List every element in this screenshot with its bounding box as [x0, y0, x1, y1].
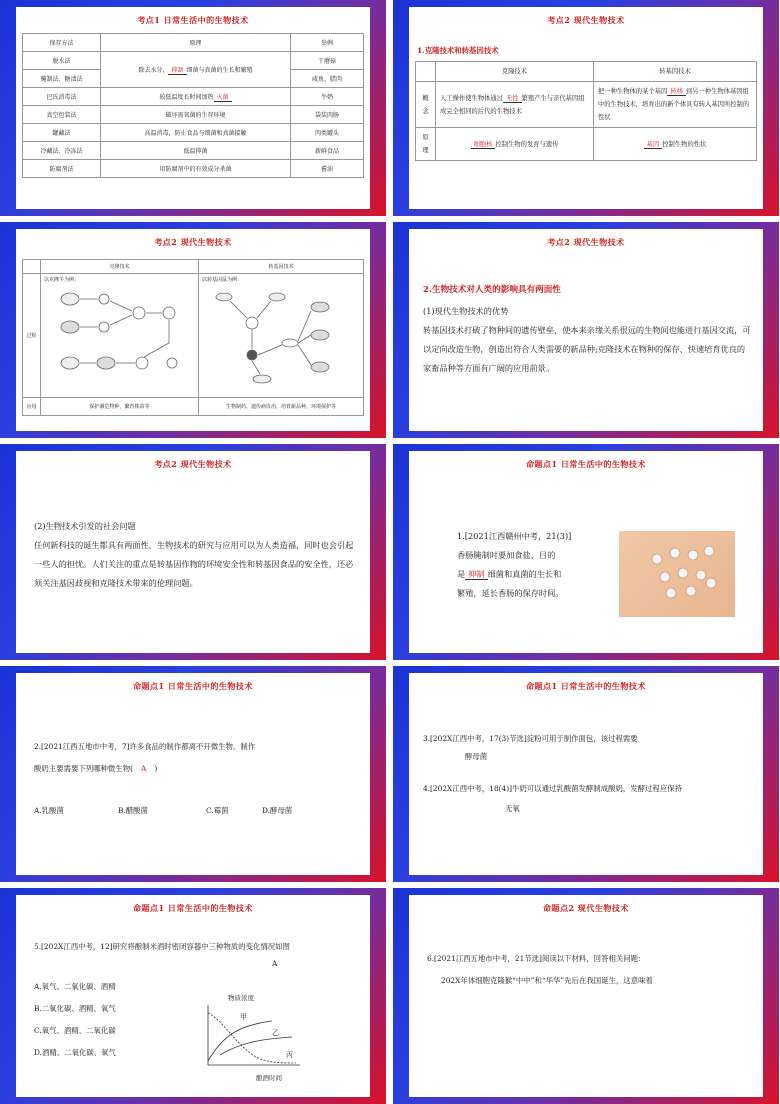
answer-text: 酵母菌: [465, 752, 488, 761]
answer-blank: 无性: [503, 95, 522, 103]
text-segment: 控制生物的性状: [662, 140, 707, 148]
slide-8[interactable]: [393, 666, 779, 882]
table-cell-principle: [101, 52, 291, 88]
slide-3-content: [16, 229, 370, 431]
text-segment: 把一种生物体的某个基因: [598, 88, 668, 95]
answer-blank: 抑制: [465, 569, 487, 580]
option-a[interactable]: A.氧气、二氧化碳、酒精: [34, 982, 116, 991]
slide-9[interactable]: [0, 888, 386, 1104]
option-b[interactable]: B.醋酸菌: [118, 806, 148, 815]
text-segment: 酸奶主要需要下列哪种微生物(: [34, 764, 133, 773]
table-cell: 牛奶: [291, 88, 364, 106]
table-header: 克隆技术: [436, 62, 594, 82]
clone-gm-table: [415, 61, 757, 161]
text-segment: 较低温度长时间加热: [159, 94, 214, 101]
table-corner: [23, 260, 41, 274]
question-3: 3.[202X江西中考，17(3)节选]淀粉可用于制作面包，该过程需要: [423, 734, 638, 743]
section-subheading: (2)生物技术引发的社会问题: [34, 521, 136, 531]
slide-2[interactable]: [393, 0, 779, 216]
table-cell: 肉类罐头: [291, 124, 364, 142]
slide-title: 考点2 现代生物技术: [154, 459, 232, 469]
text-segment: 细菌和真菌的生长和: [487, 569, 562, 579]
slide-title: 考点2 现代生物技术: [547, 237, 625, 247]
table-row: [23, 274, 364, 398]
gm-process-cell: [199, 274, 364, 398]
question-1: [457, 527, 607, 603]
answer-blank: A: [140, 764, 147, 773]
slide-title: 命题点1 日常生活中的生物技术: [526, 681, 646, 691]
table-cell: 咸鱼、腊肉: [291, 70, 364, 88]
slide-10[interactable]: [393, 888, 779, 1104]
x-axis-label: 酿酒时间: [256, 1074, 282, 1082]
example-label: 以克隆羊为例：: [44, 277, 80, 283]
table-row: [23, 124, 364, 142]
slide-1[interactable]: [0, 0, 386, 216]
table-cell: 袋装肉肠: [291, 106, 364, 124]
table-cell: 干蘑菇: [291, 52, 364, 70]
text-segment: 控制生物的发育与遗传: [495, 140, 559, 148]
option-a[interactable]: A.乳酸菌: [34, 806, 64, 815]
gm-mouse-diagram: [202, 283, 352, 391]
table-cell: 脱水法: [23, 52, 101, 70]
table-row: [416, 128, 757, 161]
section-subheading: (1)现代生物技术的优势: [423, 306, 509, 316]
option-d[interactable]: D.酵母菌: [262, 806, 293, 815]
table-cell: 用防腐剂中的有效成分杀菌: [101, 160, 291, 178]
table-cell: [594, 128, 757, 161]
question-5: 5.[202X江西中考，12]研究将酿制米酒时密闭容器中三种物质的变化情况如图: [34, 942, 290, 951]
question-6: 6.[2021江西五地市中考，21节选]阅读以下材料，回答相关问题：: [427, 954, 646, 963]
slide-4[interactable]: [393, 222, 779, 438]
table-cell-principle: [101, 88, 291, 106]
curve-yi: [220, 1037, 292, 1055]
label-bing: 丙: [286, 1051, 293, 1059]
option-b[interactable]: B.二氧化碳、酒精、氧气: [34, 1004, 116, 1013]
table-header: 转基因技术: [199, 260, 364, 274]
body-text: 任何新科技的诞生都具有两面性，生物技术的研究与应用可以为人类造福，同时也会引起一些人的担忧。人们关注的重点是转基因作物的环境安全性和转基因食品的安全性，还必须关注基因歧视和克隆技术带来的伦理问题。: [34, 540, 354, 588]
table-cell: 巴氏消毒法: [23, 88, 101, 106]
row-label: 原理: [416, 128, 436, 161]
question-line: 繁殖，延长香肠的保存时间。: [457, 588, 564, 598]
answer-blank: 转移: [667, 88, 686, 96]
answer-text: 无氧: [505, 804, 520, 813]
table-corner: [416, 62, 436, 82]
table-cell: 罐藏法: [23, 124, 101, 142]
table-header-row: [416, 62, 757, 82]
bacteria-illustration: [619, 531, 735, 617]
slide-title: 命题点2 现代生物技术: [543, 903, 629, 913]
table-cell: 冷藏法、冷冻法: [23, 142, 101, 160]
slide-3[interactable]: [0, 222, 386, 438]
table-cell: [594, 82, 757, 128]
table-row: [23, 398, 364, 416]
slide-2-content: [409, 7, 763, 209]
answer-blank: 细胞核: [471, 141, 496, 149]
clone-sheep-diagram: [44, 283, 194, 391]
text-segment: 细菌与真菌的生长和繁殖: [186, 67, 253, 74]
slide-title: 命题点1 日常生活中的生物技术: [133, 903, 253, 913]
slide-5[interactable]: [0, 444, 386, 660]
answer-blank: 基因: [644, 141, 663, 149]
slide-7-content: [16, 673, 370, 875]
table-cell: 腌制法、糖渍法: [23, 70, 101, 88]
answer-text: A: [272, 959, 278, 968]
preservation-table: [22, 33, 364, 178]
table-cell: [436, 128, 594, 161]
row-label: 概念: [416, 82, 436, 128]
option-c[interactable]: C.霉菌: [206, 806, 229, 815]
concentration-graph: [200, 993, 310, 1085]
section-heading: 2.生物技术对人类的影响具有两面性: [423, 285, 561, 295]
body-text: 转基因技术打破了物种间的遗传壁垒，使本来亲缘关系很远的生物间也能进行基因交流，可以定向改造生物，创造出符合人类需要的新品种;克隆技术在物种的保存、快速培育优良的家畜品种等方面有广阔的应用前景。: [423, 325, 751, 373]
slide-title: 命题点1 日常生活中的生物技术: [526, 459, 646, 469]
slide-1-content: [16, 7, 370, 209]
label-yi: 乙: [272, 1029, 279, 1037]
table-header: 原理: [101, 34, 291, 52]
text-segment: 繁殖产生与亲代基因组成完全相同的后代的生物技术: [440, 94, 585, 115]
label-jia: 甲: [240, 1013, 247, 1021]
row-label: 过程: [23, 274, 41, 398]
slide-7[interactable]: [0, 666, 386, 882]
question-line: 202X年体细胞克隆猴“中中”和“华华”先后在我国诞生，这意味着: [441, 976, 653, 985]
table-cell: 保护濒危物种，繁育株苗等: [41, 398, 199, 416]
section-subtitle: 1.克隆技术和转基因技术: [417, 46, 499, 55]
text-segment: ): [154, 764, 158, 773]
text-segment: 除去水分，: [138, 67, 169, 74]
slide-title: 考点1 日常生活中的生物技术: [137, 15, 249, 25]
answer-blank: 抑制: [168, 67, 186, 75]
table-cell: 破坏需氧菌的生存环境: [101, 106, 291, 124]
row-label: 应用: [23, 398, 41, 416]
table-row: [23, 106, 364, 124]
table-header: 保存方法: [23, 34, 101, 52]
slide-title: 考点2 现代生物技术: [154, 237, 232, 247]
table-cell: 酱油: [291, 160, 364, 178]
table-header: 举例: [291, 34, 364, 52]
question-line: [457, 565, 607, 584]
table-cell: 生物制药、遗传病诊治，培育新品种，环境保护等: [199, 398, 364, 416]
slide-6-content: [409, 451, 763, 653]
table-cell: 真空包装法: [23, 106, 101, 124]
example-label: 以转基因鼠为例：: [202, 277, 243, 283]
curve-jia: [208, 1021, 272, 1061]
table-row: [416, 82, 757, 128]
table-cell: 低温抑菌: [101, 142, 291, 160]
slide-title: 考点2 现代生物技术: [547, 15, 625, 25]
table-row: [23, 88, 364, 106]
table-header: 转基因技术: [594, 62, 757, 82]
table-cell: [436, 82, 594, 128]
question-line: 1.[2021江西赣州中考，21(3)]: [457, 531, 572, 541]
slide-5-content: [16, 451, 370, 653]
table-cell: 新鲜食品: [291, 142, 364, 160]
y-axis-label: 物质浓度: [228, 994, 254, 1002]
text-segment: 到另一种生物体基因组中的生物技术，培育出的新个体具有转入基因所控制的性状: [598, 88, 750, 121]
text-segment: 是: [457, 569, 466, 579]
text-segment: 人工操作使生物体通过: [440, 94, 503, 102]
slide-8-content: [409, 673, 763, 875]
slide-title: 命题点1 日常生活中的生物技术: [133, 681, 253, 691]
table-row: [23, 142, 364, 160]
process-table: [22, 259, 364, 416]
slide-6[interactable]: [393, 444, 779, 660]
slide-9-content: [16, 895, 370, 1097]
table-cell: 防腐剂法: [23, 160, 101, 178]
question-line: [34, 763, 157, 774]
option-c[interactable]: C.氧气、酒精、二氧化碳: [34, 1026, 116, 1035]
question-line: 香肠腌制时要加食盐，目的: [457, 550, 556, 560]
table-row: [23, 160, 364, 178]
option-d[interactable]: D.酒精、二氧化碳、氧气: [34, 1048, 116, 1057]
question-4: 4.[202X江西中考，18(4)]牛奶可以通过乳酸菌发酵制成酸奶，发酵过程应保持: [423, 784, 682, 793]
answer-blank: 灭菌: [214, 94, 232, 102]
table-row: [23, 52, 364, 70]
table-header-row: [23, 34, 364, 52]
table-cell: 高温消毒，防止食品与细菌和真菌接触: [101, 124, 291, 142]
sausage-bacteria-photo: [619, 531, 735, 617]
slide-10-content: [409, 895, 763, 1097]
slide-4-content: [409, 229, 763, 431]
clone-process-cell: [41, 274, 199, 398]
table-header-row: [23, 260, 364, 274]
question-line: 2.[2021江西五地市中考，7]许多食品的制作都离不开微生物。制作: [34, 742, 256, 751]
table-header: 克隆技术: [41, 260, 199, 274]
